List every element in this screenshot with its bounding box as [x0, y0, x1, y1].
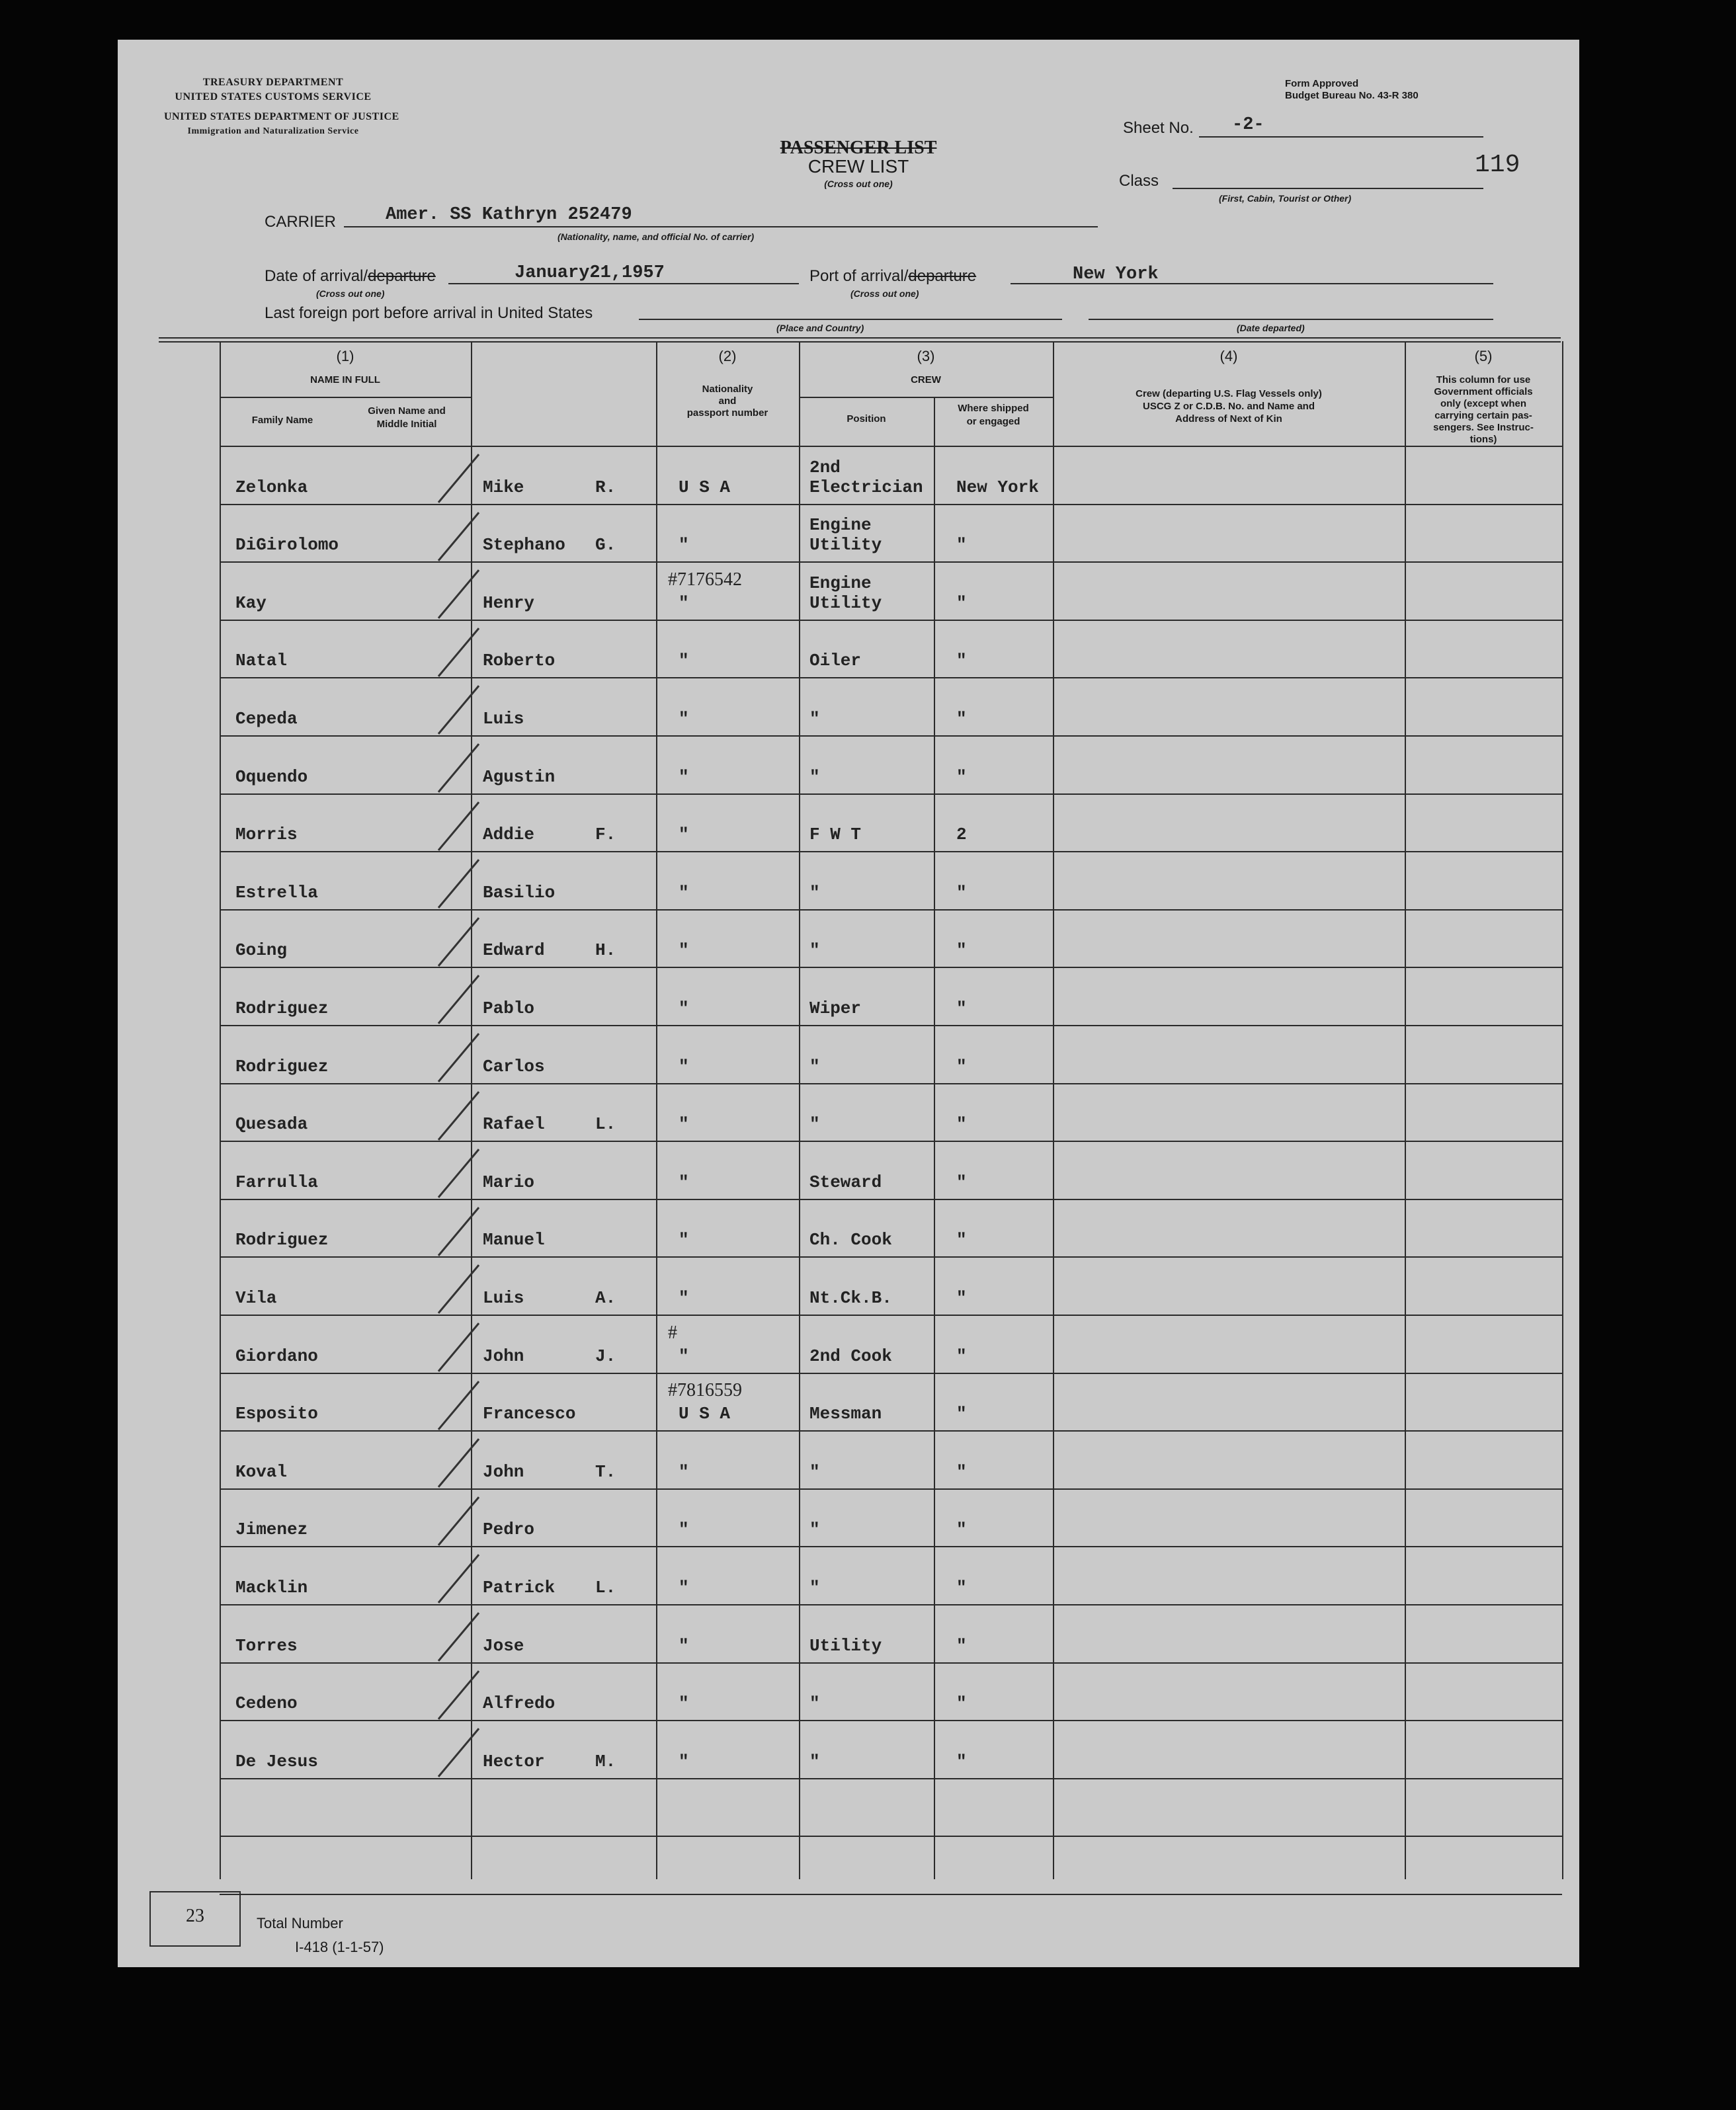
- position: Nt.Ck.B.: [809, 1288, 892, 1308]
- nationality: ": [679, 767, 689, 787]
- nationality: ": [679, 883, 689, 903]
- last-port-label: Last foreign port before arrival in United States: [265, 304, 593, 322]
- next-of-kin-header-line: Address of Next of Kin: [1175, 413, 1282, 425]
- where-shipped: ": [956, 767, 967, 787]
- officials-header-line: only (except when: [1440, 398, 1527, 409]
- check-mark: [438, 743, 479, 793]
- check-mark: [438, 1670, 479, 1720]
- where-shipped: ": [956, 1752, 967, 1771]
- nationality: ": [679, 1057, 689, 1076]
- position: ": [809, 709, 820, 729]
- given-name: Henry: [483, 593, 535, 613]
- check-mark: [438, 454, 479, 503]
- nationality-header: [656, 384, 799, 419]
- row-divider: [220, 1720, 1562, 1721]
- nationality: ": [679, 651, 689, 670]
- date-label-text: Date of arrival/: [265, 267, 368, 285]
- officials-header-line: sengers. See Instruc-: [1433, 422, 1534, 433]
- given-name: Agustin: [483, 767, 556, 787]
- row-divider: [220, 909, 1562, 911]
- nationality-header-line: and: [718, 395, 737, 407]
- check-mark: [438, 569, 479, 619]
- nationality: ": [679, 709, 689, 729]
- row-divider: [220, 1430, 1562, 1432]
- carrier-label: CARRIER: [265, 213, 337, 231]
- given-name: Francesco: [483, 1404, 576, 1424]
- col2-number: (2): [718, 348, 737, 364]
- nationality: U S A: [679, 1404, 731, 1424]
- check-mark: [438, 1207, 479, 1256]
- where-shipped: ": [956, 883, 967, 903]
- passport-number: #: [668, 1322, 677, 1343]
- given-name-header-line: Given Name and: [368, 405, 446, 417]
- sheet-label: Sheet No.: [1123, 119, 1194, 137]
- family-name: Rodriguez: [235, 1057, 329, 1076]
- where-shipped: ": [956, 1520, 967, 1539]
- given-name: Mike: [483, 477, 524, 497]
- check-mark: [438, 1149, 479, 1198]
- check-mark: [438, 1091, 479, 1141]
- position: Utility: [809, 1636, 882, 1656]
- total-box: [149, 1891, 241, 1947]
- budget-bureau-no: Budget Bureau No. 43-R 380: [1285, 90, 1419, 101]
- family-name: Farrulla: [235, 1172, 318, 1192]
- position: ": [809, 1057, 820, 1076]
- where-shipped: 2: [956, 825, 967, 844]
- position: ": [809, 1578, 820, 1598]
- family-name: Oquendo: [235, 767, 308, 787]
- given-name: Luis: [483, 1288, 524, 1308]
- form-number: I-418 (1-1-57): [295, 1939, 384, 1955]
- row-divider: [220, 851, 1562, 852]
- given-name: Rafael: [483, 1114, 545, 1134]
- given-name: Alfredo: [483, 1693, 556, 1713]
- check-mark: [438, 628, 479, 677]
- class-label: Class: [1119, 172, 1159, 190]
- family-name: Going: [235, 940, 288, 960]
- given-name: Pablo: [483, 998, 535, 1018]
- next-of-kin-header-line: USCG Z or C.D.B. No. and Name and: [1142, 401, 1315, 412]
- nationality: U S A: [679, 477, 731, 497]
- given-name: Patrick: [483, 1578, 556, 1598]
- position-line1: 2nd: [809, 458, 841, 477]
- where-shipped: ": [956, 1693, 967, 1713]
- where-shipped: ": [956, 535, 967, 555]
- check-mark: [438, 917, 479, 967]
- row-divider: [220, 793, 1562, 795]
- given-name: Manuel: [483, 1230, 545, 1250]
- where-shipped: ": [956, 1578, 967, 1598]
- position: Ch. Cook: [809, 1230, 892, 1250]
- position-line1: Engine: [809, 515, 872, 535]
- where-shipped: ": [956, 1114, 967, 1134]
- given-name-header-line: Middle Initial: [376, 419, 437, 430]
- check-mark: [438, 975, 479, 1024]
- where-shipped: ": [956, 1172, 967, 1192]
- crew-list-form: [118, 40, 1579, 1967]
- crew-header: CREW: [911, 374, 941, 385]
- where-shipped: ": [956, 940, 967, 960]
- middle-initial: H.: [595, 940, 616, 960]
- row-divider: [220, 1199, 1562, 1200]
- nationality: ": [679, 825, 689, 844]
- position: ": [809, 1114, 820, 1134]
- family-name: Quesada: [235, 1114, 308, 1134]
- given-name: John: [483, 1462, 524, 1482]
- class-number: 119: [1475, 151, 1520, 179]
- position: Electrician: [809, 477, 923, 497]
- family-name: Rodriguez: [235, 1230, 329, 1250]
- port-value: New York: [1073, 264, 1159, 284]
- given-name: Carlos: [483, 1057, 545, 1076]
- check-mark: [438, 801, 479, 851]
- nationality: ": [679, 1462, 689, 1482]
- col1-title: NAME IN FULL: [310, 374, 380, 385]
- where-shipped: ": [956, 1404, 967, 1424]
- nationality: ": [679, 1578, 689, 1598]
- nationality: ": [679, 1114, 689, 1134]
- nationality: ": [679, 593, 689, 613]
- sheet-value: -2-: [1232, 115, 1264, 135]
- position: ": [809, 1462, 820, 1482]
- given-name: Basilio: [483, 883, 556, 903]
- form-approved: [1285, 78, 1419, 102]
- family-name: Zelonka: [235, 477, 308, 497]
- nationality: ": [679, 1520, 689, 1539]
- check-mark: [438, 1322, 479, 1372]
- row-divider: [220, 1083, 1562, 1084]
- family-name: Torres: [235, 1636, 298, 1656]
- check-mark: [438, 1264, 479, 1314]
- officials-header-line: carrying certain pas-: [1434, 410, 1532, 421]
- total-label: Total Number: [257, 1915, 343, 1931]
- check-mark: [438, 1033, 479, 1082]
- passport-number: #7176542: [668, 569, 742, 590]
- carrier-value: Amer. SS Kathryn 252479: [386, 205, 632, 225]
- crossed-out-title: PASSENGER LIST: [780, 138, 937, 158]
- family-name: Macklin: [235, 1578, 308, 1598]
- position: 2nd Cook: [809, 1346, 892, 1366]
- position: Steward: [809, 1172, 882, 1192]
- row-divider: [220, 1836, 1562, 1837]
- position: ": [809, 1520, 820, 1539]
- family-name: Jimenez: [235, 1520, 308, 1539]
- given-name-header: [343, 405, 471, 431]
- position: Messman: [809, 1404, 882, 1424]
- position: ": [809, 940, 820, 960]
- officials-header-line: Government officials: [1434, 386, 1533, 397]
- date-label: [265, 267, 436, 286]
- middle-initial: G.: [595, 535, 616, 555]
- where-shipped-header: [934, 402, 1053, 428]
- position-header: Position: [847, 413, 886, 425]
- family-name: Cepeda: [235, 709, 298, 729]
- nationality: ": [679, 940, 689, 960]
- date-note: (Cross out one): [316, 288, 385, 299]
- form-title: CREW LIST: [807, 156, 909, 177]
- given-name: Luis: [483, 709, 524, 729]
- position-line1: Engine: [809, 573, 872, 593]
- agency-line: UNITED STATES CUSTOMS SERVICE: [175, 91, 372, 102]
- family-name-header: Family Name: [251, 415, 313, 426]
- row-divider: [220, 1894, 1562, 1895]
- row-divider: [220, 620, 1562, 621]
- check-mark: [438, 1728, 479, 1777]
- row-divider: [220, 677, 1562, 678]
- officials-header-line: This column for use: [1436, 374, 1531, 385]
- middle-initial: J.: [595, 1346, 616, 1366]
- check-mark: [438, 1438, 479, 1488]
- position: Utility: [809, 535, 882, 555]
- family-name: De Jesus: [235, 1752, 318, 1771]
- officials-header: [1405, 374, 1562, 446]
- agency-line: Immigration and Naturalization Service: [187, 126, 359, 136]
- check-mark: [438, 512, 479, 561]
- date-value: January21,1957: [515, 263, 665, 283]
- where-shipped: ": [956, 593, 967, 613]
- family-name: Natal: [235, 651, 288, 670]
- port-label: [809, 267, 976, 286]
- col4-number: (4): [1219, 348, 1238, 364]
- form-approved-line: Form Approved: [1285, 78, 1359, 89]
- agency-line: UNITED STATES DEPARTMENT OF JUSTICE: [164, 111, 399, 122]
- check-mark: [438, 1381, 479, 1430]
- family-name: Giordano: [235, 1346, 318, 1366]
- row-divider: [220, 1546, 1562, 1547]
- nationality-header-line: passport number: [686, 407, 768, 419]
- position: Oiler: [809, 651, 862, 670]
- given-name: Addie: [483, 825, 535, 844]
- family-name: Estrella: [235, 883, 318, 903]
- row-divider: [220, 504, 1562, 505]
- passport-number: #7816559: [668, 1380, 742, 1400]
- agency-line: TREASURY DEPARTMENT: [202, 77, 344, 88]
- nationality: ": [679, 1693, 689, 1713]
- given-name: Edward: [483, 940, 545, 960]
- where-shipped: ": [956, 1462, 967, 1482]
- position: Wiper: [809, 998, 862, 1018]
- col5-number: (5): [1474, 348, 1493, 364]
- middle-initial: T.: [595, 1462, 616, 1482]
- given-name: Stephano: [483, 535, 565, 555]
- date-crossed-option: departure: [368, 267, 436, 285]
- row-divider: [220, 1488, 1562, 1490]
- where-shipped: ": [956, 1346, 967, 1366]
- position: ": [809, 1752, 820, 1771]
- middle-initial: M.: [595, 1752, 616, 1771]
- nationality: ": [679, 1346, 689, 1366]
- row-divider: [220, 1778, 1562, 1779]
- given-name: Jose: [483, 1636, 524, 1656]
- family-name: Kay: [235, 593, 267, 613]
- family-name: Cedeno: [235, 1693, 298, 1713]
- row-divider: [220, 1141, 1562, 1142]
- check-mark: [438, 859, 479, 909]
- given-name: Mario: [483, 1172, 535, 1192]
- nationality: ": [679, 1230, 689, 1250]
- where-shipped: ": [956, 998, 967, 1018]
- check-mark: [438, 1496, 479, 1546]
- where-shipped: ": [956, 709, 967, 729]
- check-mark: [438, 1554, 479, 1603]
- check-mark: [438, 1612, 479, 1662]
- middle-initial: R.: [595, 477, 616, 497]
- row-divider: [220, 967, 1562, 968]
- position: Utility: [809, 593, 882, 613]
- middle-initial: L.: [595, 1578, 616, 1598]
- nationality: ": [679, 535, 689, 555]
- middle-initial: F.: [595, 825, 616, 844]
- where-shipped: New York: [956, 477, 1039, 497]
- row-divider: [220, 1662, 1562, 1664]
- where-shipped: ": [956, 1288, 967, 1308]
- place-note: (Place and Country): [776, 323, 864, 333]
- row-divider: [220, 1256, 1562, 1258]
- agency-header: [164, 75, 399, 139]
- nationality: ": [679, 1752, 689, 1771]
- middle-initial: L.: [595, 1114, 616, 1134]
- family-name: Rodriguez: [235, 998, 329, 1018]
- where-shipped: ": [956, 1636, 967, 1656]
- title-note: (Cross out one): [824, 179, 893, 189]
- family-name: DiGirolomo: [235, 535, 339, 555]
- row-divider: [220, 1604, 1562, 1605]
- nationality-header-line: Nationality: [702, 384, 753, 395]
- position: ": [809, 767, 820, 787]
- position: F W T: [809, 825, 862, 844]
- row-divider: [220, 1025, 1562, 1026]
- col3-number: (3): [917, 348, 935, 364]
- where-shipped: ": [956, 1057, 967, 1076]
- port-label-text: Port of arrival/: [809, 267, 909, 285]
- date-departed-note: (Date departed): [1237, 323, 1305, 333]
- position: ": [809, 1693, 820, 1713]
- family-name: Vila: [235, 1288, 277, 1308]
- nationality: ": [679, 1288, 689, 1308]
- family-name: Morris: [235, 825, 298, 844]
- where-shipped-header-line: Where shipped: [958, 403, 1029, 414]
- nationality: ": [679, 998, 689, 1018]
- nationality: ": [679, 1172, 689, 1192]
- family-name: Esposito: [235, 1404, 318, 1424]
- port-note: (Cross out one): [850, 288, 919, 299]
- given-name: John: [483, 1346, 524, 1366]
- carrier-note: (Nationality, name, and official No. of carrier): [558, 231, 755, 242]
- given-name: Roberto: [483, 651, 556, 670]
- class-note: (First, Cabin, Tourist or Other): [1219, 193, 1352, 204]
- where-shipped: ": [956, 1230, 967, 1250]
- position: ": [809, 883, 820, 903]
- given-name: Pedro: [483, 1520, 535, 1539]
- where-shipped: ": [956, 651, 967, 670]
- row-divider: [220, 1373, 1562, 1374]
- nationality: ": [679, 1636, 689, 1656]
- row-divider: [220, 1315, 1562, 1316]
- total-value: 23: [186, 1906, 204, 1926]
- family-name: Koval: [235, 1462, 288, 1482]
- next-of-kin-header-line: Crew (departing U.S. Flag Vessels only): [1136, 388, 1322, 399]
- row-divider: [220, 735, 1562, 737]
- officials-header-line: tions): [1469, 434, 1497, 445]
- port-crossed-option: departure: [908, 267, 977, 285]
- check-mark: [438, 685, 479, 735]
- row-divider: [220, 561, 1562, 563]
- col1-number: (1): [336, 348, 354, 364]
- next-of-kin-header: [1053, 387, 1405, 425]
- where-shipped-header-line: or engaged: [966, 416, 1020, 427]
- middle-initial: A.: [595, 1288, 616, 1308]
- given-name: Hector: [483, 1752, 545, 1771]
